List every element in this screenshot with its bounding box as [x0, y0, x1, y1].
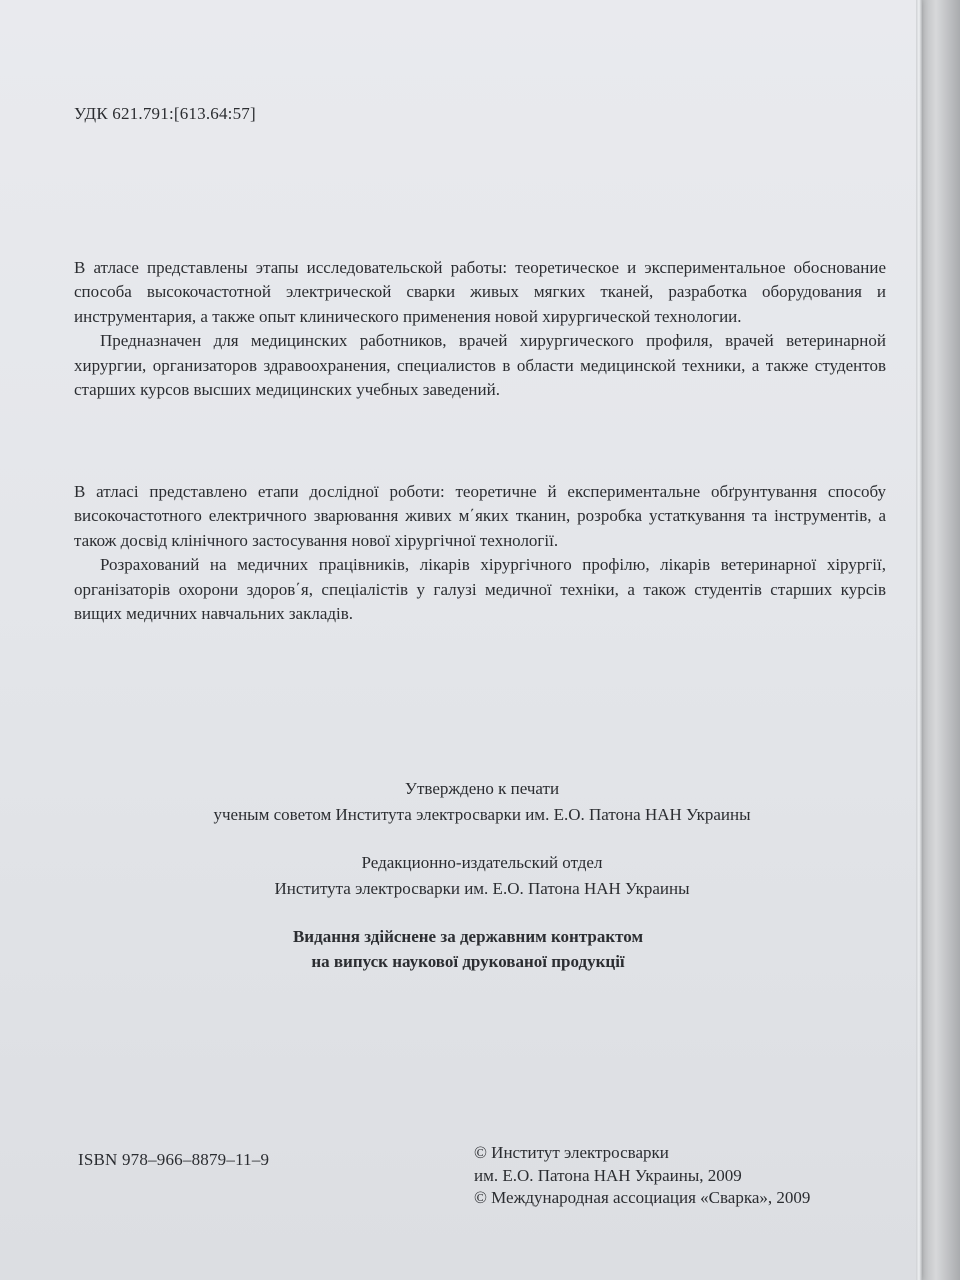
contract-line-1: Видання здійснене за державним контрактом	[292, 927, 644, 946]
contract-line-2: на випуск наукової друкованої продукції	[311, 952, 625, 971]
approval-line-1: Утверждено к печати	[404, 779, 560, 798]
abstract-ru-paragraph-1: В атласе представлены этапы исследовательской работы: теоретическое и экспериментальное обоснование способа высокочастотной электрической сварки живых мягких тканей, разработка оборудования и инструментария, а также опыт клинического применения новой хирургической технологии.	[74, 258, 886, 326]
abstract-ru-paragraph-2: Предназначен для медицинских работников, врачей хирургического профиля, врачей ветеринарной хирургии, организаторов здравоохранения, специалистов в области медицинской техники, а также студентов старших курсов высших медицинских учебных заведений.	[74, 331, 886, 400]
copyright-line-1: © Институт электросварки	[474, 1143, 669, 1162]
publisher-line-2: Института электросварки им. Е.О. Патона НАН Украины	[274, 879, 690, 898]
abstract-russian	[74, 256, 886, 402]
isbn: ISBN 978–966–8879–11–9	[78, 1150, 270, 1169]
copyright-line-3: © Международная ассоциация «Сварка», 2009	[474, 1188, 811, 1207]
abstract-uk-paragraph-1: В атласі представлено етапи дослідної роботи: теоретичне й експериментальне обґрунтування способу високочастотного електричного зварювання живих м΄яких тканин, розробка устаткування та інструментів, а також досвід клінічного застосування нової хірургічної технології.	[74, 482, 886, 550]
approval-line-2: ученым советом Института электросварки им. Е.О. Патона НАН Украины	[213, 805, 751, 824]
publisher-line-1: Редакционно-издательский отдел	[361, 853, 603, 872]
approval-note	[2, 776, 960, 828]
abstract-uk-paragraph-2: Розрахований на медичних працівників, лікарів хірургічного профілю, лікарів ветеринарної хірургії, організаторів охорони здоров΄я, спеціалістів у галузі медичної техніки, а також студентів старших курсів вищих медичних навчальних закладів.	[74, 555, 886, 624]
page-edge	[916, 0, 922, 1280]
publisher-note	[2, 850, 960, 902]
copyright-line-2: им. Е.О. Патона НАН Украины, 2009	[474, 1165, 742, 1185]
copyright-block	[474, 1142, 810, 1210]
abstract-ukrainian	[74, 480, 886, 626]
udk-code: УДК 621.791:[613.64:57]	[74, 104, 256, 123]
contract-note	[0, 924, 948, 974]
